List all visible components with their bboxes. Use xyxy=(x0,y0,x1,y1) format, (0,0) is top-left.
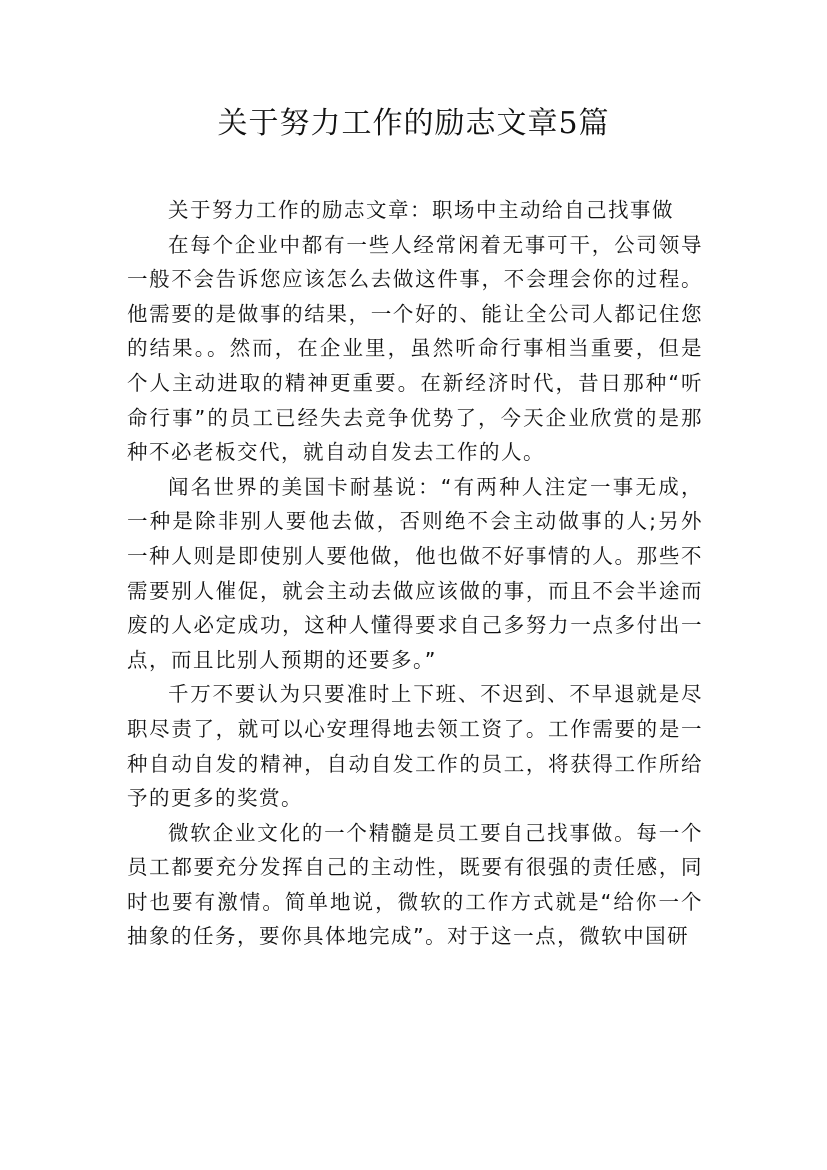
paragraph: 千万不要认为只要准时上下班、不迟到、不早退就是尽职尽责了，就可以心安理得地去领工资了。工作需要的是一种自动自发的精神，自动自发工作的员工，将获得工作所给予的更多的奖赏。 xyxy=(127,682,703,811)
paragraph-subheading: 关于努力工作的励志文章：职场中主动给自己找事做 xyxy=(168,198,674,222)
document-title: 关于努力工作的励志文章5篇 xyxy=(217,106,610,141)
paragraph: 在每个企业中都有一些人经常闲着无事可干，公司领导一般不会告诉您应该怎么去做这件事，不会理会你的过程。他需要的是做事的结果，一个好的、能让全公司人都记住您的结果。。然而，在企业里，虽然听命行事相当重要，但是个人主动进取的精神更重要。在新经济时代，昔日那种“听命行事”的员工已经失去竞争优势了，今天企业欣赏的是那种不必老板交代，就自动自发去工作的人。 xyxy=(127,232,703,465)
paragraph: 微软企业文化的一个精髓是员工要自己找事做。每一个员工都要充分发挥自己的主动性，既要有很强的责任感，同时也要有激情。简单地说，微软的工作方式就是“给你一个抽象的任务，要你具体地完成”。对于这一点，微软中国研 xyxy=(127,820,703,949)
paragraph: 闻名世界的美国卡耐基说：“有两种人注定一事无成，一种是除非别人要他去做，否则绝不会主动做事的人;另外一种人则是即使别人要他做，他也做不好事情的人。那些不需要别人催促，就会主动去做应该做的事，而且不会半途而废的人必定成功，这种人懂得要求自己多努力一点多付出一点，而且比别人预期的还要多。” xyxy=(127,474,703,672)
document-body xyxy=(127,193,703,954)
